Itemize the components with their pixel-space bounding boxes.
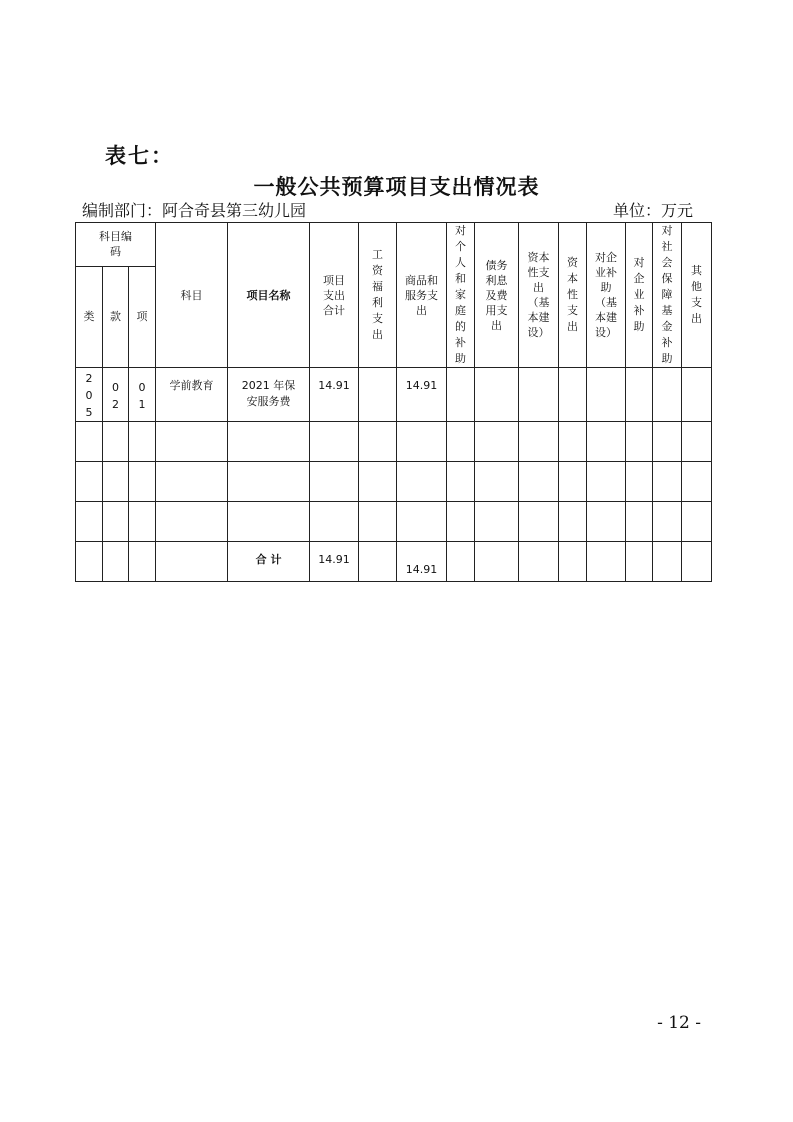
department-label: 编制部门：阿合奇县第三幼儿园 [82,201,307,220]
page-number: - 12 - [657,1013,701,1033]
cell-empty [682,368,712,422]
total-goods-services: 14.91 [397,542,447,582]
table-row-empty [76,422,712,462]
total-project-total: 14.91 [310,542,359,582]
table-row-empty [76,462,712,502]
table-number: 表七： [105,144,174,168]
header-debt-interest: 债务利息及费用支出 [475,223,519,368]
cell-empty [626,368,653,422]
header-capital: 资本性支出 [559,223,587,368]
budget-table [75,222,712,582]
cell-empty [653,368,682,422]
header-wages: 工资福利支出 [359,223,397,368]
header-project-name: 项目名称 [228,223,310,368]
header-section: 款 [103,266,129,368]
header-other: 其他支出 [682,223,712,368]
total-row [76,542,712,582]
header-subject: 科目 [156,223,228,368]
total-label: 合 计 [228,542,310,582]
header-class: 类 [76,266,103,368]
header-goods-services: 商品和服务支出 [397,223,447,368]
header-enterprise-subsidy: 对企业补助 [626,223,653,368]
cell-project-name: 2021 年保安服务费 [228,368,310,422]
cell-empty [587,368,626,422]
header-capital-basic: 资本性支出（基本建设） [519,223,559,368]
cell-empty [475,368,519,422]
cell-wages [359,368,397,422]
table-title: 一般公共预算项目支出情况表 [253,175,540,199]
cell-subject: 学前教育 [156,368,228,422]
cell-item-code: 01 [129,368,156,422]
header-item: 项 [129,266,156,368]
cell-empty [519,368,559,422]
header-social-security: 对社会保障基金补助 [653,223,682,368]
cell-class-code: 205 [76,368,103,422]
cell-project-total: 14.91 [310,368,359,422]
header-code-group: 科目编码 [76,223,156,267]
header-subsidy-individuals: 对个人和家庭的补助 [447,223,475,368]
cell-empty [559,368,587,422]
table-row-empty [76,502,712,542]
header-project-total: 项目支出合计 [310,223,359,368]
cell-section-code: 02 [103,368,129,422]
header-enterprise-subsidy-basic: 对企业补助（基本建设） [587,223,626,368]
cell-empty [447,368,475,422]
unit-label: 单位：万元 [612,201,693,220]
cell-goods-services: 14.91 [397,368,447,422]
table-row [76,368,712,422]
